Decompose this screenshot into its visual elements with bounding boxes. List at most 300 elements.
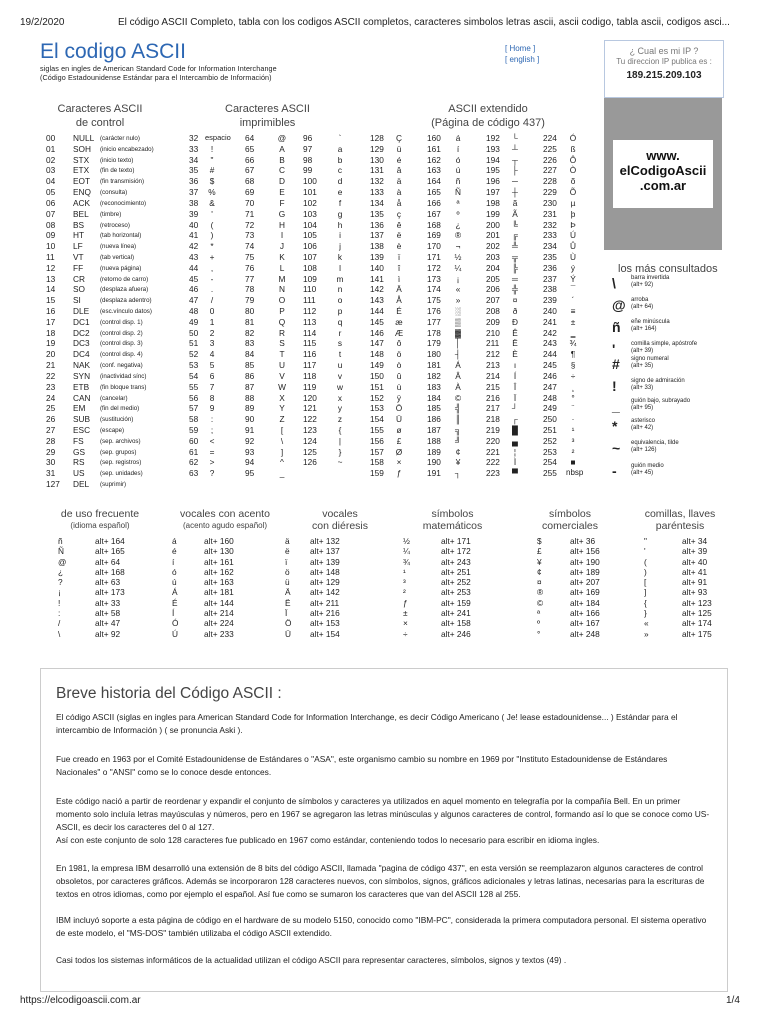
table-row [370,144,600,155]
char-glyph: D [279,176,285,187]
char-glyph: b [337,154,343,165]
char-glyph: æ [395,316,403,327]
char-glyph: ã [512,197,518,208]
char-code: 143 [370,295,384,306]
table-row [370,295,600,306]
char-code: 23 [46,381,56,392]
char-glyph: $ [537,536,542,546]
char-glyph: ¦ [513,446,517,457]
char-code: 203 [486,251,500,262]
table-row [40,557,160,567]
section-title: de uso frecuente [60,508,140,520]
char-code: 88 [245,392,255,403]
char-desc: (sep. grupos) [100,448,137,456]
table-row [370,360,600,371]
alt-code: alt+ 158 [441,618,471,629]
char-code: 166 [427,197,441,208]
alt-code: alt+ 167 [570,618,600,629]
char-glyph: _ [279,468,285,479]
char-code: 38 [189,197,199,208]
char-glyph: ^ [280,457,284,468]
alt-code: alt+ 41 [682,566,708,577]
alt-code: alt+ 64 [95,556,121,567]
char-code: 107 [303,251,317,262]
char-glyph: Ù [570,251,576,262]
char-glyph: » [644,628,649,639]
char-glyph: º [537,618,541,629]
char-code: 01 [46,143,56,154]
char-glyph: w [337,381,343,392]
section-table-acento [160,536,290,639]
char-code: 223 [486,468,500,479]
char-glyph: ┬ [512,154,518,165]
char-code: 237 [543,273,557,284]
char-desc: (control disp. 1) [100,318,143,326]
table-row [46,220,186,231]
char-glyph: ú [172,577,177,588]
char-code: 91 [245,424,255,435]
char-abbrev: HT [73,230,85,241]
nav-english-link[interactable]: [ english ] [505,55,540,64]
char-glyph: ) [210,230,214,241]
char-glyph: \ [280,435,284,446]
char-code: 175 [427,295,441,306]
table-row [46,284,186,295]
table-row [46,414,186,425]
char-abbrev: BEL [73,208,89,219]
char-glyph: ¿ [455,219,461,230]
table-row [46,274,186,285]
char-abbrev: ETX [73,165,90,176]
char-abbrev: FS [73,435,84,446]
table-row [189,447,359,458]
char-code: 245 [543,360,557,371]
char-code: 40 [189,219,199,230]
char-glyph: X [279,392,285,403]
char-abbrev: BS [73,219,85,230]
table-row [46,241,186,252]
char-code: 140 [370,262,384,273]
char-abbrev: ETB [73,381,90,392]
char-glyph: ó [455,154,461,165]
char-glyph: v [337,370,343,381]
control-header: Caracteres ASCII de control [57,103,143,129]
char-code: 42 [189,241,199,252]
char-code: 05 [46,187,56,198]
alt-code: alt+ 93 [682,587,708,598]
char-code: 239 [543,295,557,306]
char-desc: (consulta) [100,189,128,197]
printable-chars-table [189,133,359,479]
table-row [189,165,359,176]
char-glyph: À [455,381,461,392]
char-glyph: o [337,295,343,306]
char-code: 80 [245,306,255,316]
char-glyph: ƒ [403,597,408,608]
section-subtitle: con diéresis [311,520,369,532]
table-row [625,618,735,628]
char-code: 89 [245,403,255,414]
char-glyph: @ [277,133,287,143]
char-glyph: : [58,608,61,619]
char-code: 15 [46,295,56,306]
char-glyph: ÷ [403,628,408,639]
char-code: 61 [189,446,199,457]
char-code: 209 [486,316,500,327]
char-glyph: [ [644,577,647,588]
most-consulted-name: comilla simple, apóstrofe [631,341,698,347]
char-glyph: Í [172,608,175,619]
char-glyph: " [644,536,647,546]
section-table-comerciales [520,536,620,639]
char-glyph: ü [396,143,402,154]
char-code: 163 [427,165,441,176]
table-row [46,382,186,393]
char-code: 08 [46,219,56,230]
char-glyph: þ [570,208,576,219]
char-code: 37 [189,187,199,198]
table-row [625,608,735,618]
char-code: 100 [303,176,317,187]
char-glyph: ä [396,176,402,187]
char-abbrev: SUB [73,414,91,425]
char-code: 226 [543,154,557,165]
char-glyph: / [58,618,61,629]
char-glyph: É [172,597,178,608]
char-code: 159 [370,468,384,479]
table-row [46,306,186,317]
alt-code: alt+ 190 [570,556,600,567]
char-glyph: Ó [569,133,577,143]
char-code: 63 [189,468,199,479]
table-row [520,598,620,608]
alt-code: alt+ 144 [204,597,234,608]
char-glyph: Ô [569,154,577,165]
char-code: 188 [427,435,441,446]
char-glyph: h [337,219,343,230]
char-desc: (desplaza afuera) [100,286,149,294]
char-code: 241 [543,316,557,327]
alt-code: alt+ 214 [204,608,234,619]
section-subtitle: comerciales [541,520,599,532]
char-code: 137 [370,230,384,241]
char-glyph: ¼ [454,262,462,273]
char-glyph: @ [58,556,67,567]
char-abbrev: RS [73,457,85,468]
char-glyph: 7 [209,381,215,392]
char-code: 192 [486,133,500,143]
table-row [46,371,186,382]
char-code: 36 [189,176,199,187]
char-code: 92 [245,435,255,446]
char-glyph: í [456,143,460,154]
char-code: 253 [543,446,557,457]
char-code: 46 [189,284,199,295]
table-row [160,546,290,556]
char-code: 134 [370,197,384,208]
char-code: 254 [543,457,557,468]
alt-code: alt+ 189 [570,566,600,577]
char-glyph: z [337,414,343,425]
alt-code: alt+ 123 [682,597,712,608]
table-row [189,338,359,349]
table-row [520,567,620,577]
char-glyph: ï [397,251,401,262]
char-code: 121 [303,403,317,414]
char-code: 247 [543,381,557,392]
nav-home-link[interactable]: [ Home ] [505,44,536,53]
char-glyph: ║ [455,414,461,425]
char-glyph: ñ [58,536,63,546]
most-consulted-code: (alt+ 45) [631,470,654,476]
table-row [189,403,359,414]
table-row [189,349,359,360]
char-glyph: ó [172,566,177,577]
char-code: 06 [46,197,56,208]
char-glyph: Æ [394,327,404,338]
table-row [189,457,359,468]
char-code: 24 [46,392,56,403]
table-row [40,608,160,618]
history-p2: Fue creado en 1963 por el Comité Estadounidense de Estándares o "ASA", este organismo cambio su nombre en 1969 por "Instituto Estadounidense de Estándares Nacionales" o "ANSI" como se lo conoce desde entonces. [56,754,668,777]
char-code: 09 [46,230,56,241]
char-code: 230 [543,197,557,208]
char-code: 219 [486,424,500,435]
table-row [40,587,160,597]
char-code: 71 [245,208,255,219]
history-p5: En 1981, la empresa IBM desarrolló una extensión de 8 bits del código ASCII, llamada "pagina de código 437", en esta versión se reemplazaron algunos caracteres de control obsoletos, por caracteres gráficos. Además se incorporaron 128 caracteres nuevos, con símbolos, signos, gráficos adicionales y letras latinas, necesarias para la escrituras de textos en otros idiomas, como por ejemplo el español. Así fue como se sumaron los caracteres que van del ASCII 128 al 255. [56,863,705,899]
char-glyph: â [396,165,402,176]
char-glyph: ╗ [455,424,461,435]
char-glyph: n [337,284,343,295]
char-glyph: ® [454,230,462,241]
char-code: 45 [189,273,199,284]
char-glyph: S [279,338,285,349]
table-row [189,176,359,187]
section-subtitle: paréntesis [655,520,705,532]
char-glyph: └ [512,133,518,143]
char-code: 41 [189,230,199,241]
table-row [46,479,186,490]
table-row [625,577,735,587]
char-code: 59 [189,424,199,435]
char-glyph: Ñ [455,187,461,198]
table-row [285,557,395,567]
alt-code: alt+ 172 [441,546,471,557]
char-glyph: Ë [512,338,518,349]
table-row [400,629,505,639]
char-code: 252 [543,435,557,446]
char-code: 217 [486,403,500,414]
char-glyph: ¸ [571,381,575,392]
char-glyph: ü [285,577,290,588]
table-row [370,165,600,176]
table-row [189,328,359,339]
table-row [400,608,505,618]
table-row [189,133,359,144]
char-code: 165 [427,187,441,198]
char-code: 142 [370,284,384,295]
char-code: 248 [543,392,557,403]
section-table-comillas [625,536,735,639]
char-glyph: ! [210,143,214,154]
char-code: 234 [543,241,557,252]
char-code: 246 [543,370,557,381]
table-row [46,436,186,447]
alt-code: alt+ 211 [310,597,340,608]
most-consulted-symbol: ! [612,378,617,394]
char-code: 156 [370,435,384,446]
char-glyph: ç [396,208,402,219]
char-code: 55 [189,381,199,392]
site-title[interactable]: El codigo ASCII [40,40,186,63]
char-code: 68 [245,176,255,187]
char-code: 12 [46,262,56,273]
alt-code: alt+ 159 [441,597,471,608]
char-glyph: H [279,219,285,230]
char-glyph: } [644,608,647,619]
char-code: 164 [427,176,441,187]
char-code: 00 [46,133,56,143]
table-row [189,241,359,252]
char-code: 171 [427,251,441,262]
char-glyph: ¹ [403,566,406,577]
char-code: 47 [189,295,199,306]
char-glyph: Ò [569,165,577,176]
alt-code: alt+ 47 [95,618,121,629]
char-code: 180 [427,349,441,360]
char-glyph: ë [396,230,402,241]
char-code: 242 [543,327,557,338]
char-glyph: ª [456,197,460,208]
table-row [625,598,735,608]
char-code: 62 [189,457,199,468]
char-glyph: ) [644,566,647,577]
char-code: 66 [245,154,255,165]
most-consulted-code: (alt+ 164) [631,326,657,332]
char-code: 154 [370,414,384,425]
char-desc: (control disp. 3) [100,340,143,348]
char-glyph: ‗ [570,327,576,338]
char-glyph: é [396,154,402,165]
table-row [625,629,735,639]
char-code: 183 [427,381,441,392]
table-row [370,252,600,263]
char-abbrev: NAK [73,360,91,371]
char-glyph: > [209,457,215,468]
char-glyph: Ý [570,273,576,284]
char-glyph: ° [537,628,541,639]
char-code: 172 [427,262,441,273]
char-glyph: Â [455,370,461,381]
section-title: símbolos [548,508,591,520]
char-glyph: ê [396,219,402,230]
char-glyph: ▒ [455,316,461,327]
char-code: 11 [46,251,55,262]
alt-code: alt+ 169 [570,587,600,598]
char-glyph: T [279,349,285,360]
most-consulted-name: barra invertida [631,275,670,281]
char-code: 95 [245,468,255,479]
char-glyph: ( [644,556,647,567]
char-glyph: Û [570,241,576,252]
table-row [40,546,160,556]
char-code: 112 [303,306,317,316]
table-row [46,393,186,404]
char-code: 251 [543,424,557,435]
ad-text[interactable]: www. elCodigoAscii .com.ar [613,140,713,208]
char-code: 93 [245,446,255,457]
char-glyph: í [172,556,175,567]
char-code: 191 [427,468,441,479]
char-code: 90 [245,414,255,425]
table-row [625,546,735,556]
char-glyph: < [209,435,215,446]
section-subtitle: (idioma español) [70,521,130,530]
char-glyph: ¾ [403,556,410,567]
ip-address: 189.215.209.103 [626,70,702,81]
char-code: 96 [303,133,313,143]
char-code: 216 [486,392,500,403]
site-subtitle-1: siglas en ingles de American Standard Code for Information Interchange [40,64,277,73]
char-code: 27 [46,424,56,435]
alt-code: alt+ 36 [570,536,596,546]
char-code: 129 [370,143,384,154]
table-row [370,187,600,198]
char-code: 73 [245,230,255,241]
char-glyph: Ø [395,446,403,457]
alt-code: alt+ 246 [441,628,471,639]
alt-code: alt+ 132 [310,536,340,546]
char-glyph: M [278,273,286,284]
char-glyph: ¯ [570,284,576,295]
table-row [520,587,620,597]
char-glyph: Ú [172,628,178,639]
char-glyph: Ï [285,608,288,619]
char-code: 17 [46,316,56,327]
alt-code: alt+ 40 [682,556,708,567]
char-glyph: $ [209,176,215,187]
char-glyph: ½ [403,536,410,546]
char-glyph: £ [396,435,402,446]
table-row [370,274,600,285]
table-row [189,144,359,155]
table-row [370,414,600,425]
char-glyph: ÿ [396,392,402,403]
char-code: 204 [486,262,500,273]
char-code: 145 [370,316,384,327]
char-glyph: ¼ [403,546,410,557]
table-row [189,155,359,166]
char-abbrev: DLE [73,306,90,316]
most-consulted-symbol: ñ [612,319,621,335]
char-glyph: ¬ [455,241,461,252]
char-code: 240 [543,306,557,316]
table-row [40,618,160,628]
char-desc: (carácter nulo) [100,135,140,142]
char-glyph: W [278,381,286,392]
char-code: 206 [486,284,500,295]
table-row [285,618,395,628]
table-row [40,536,160,546]
table-row [46,317,186,328]
char-code: 132 [370,176,384,187]
char-glyph: » [455,295,461,306]
table-row [46,295,186,306]
char-code: 25 [46,403,56,414]
table-row [160,557,290,567]
char-glyph: î [397,262,401,273]
